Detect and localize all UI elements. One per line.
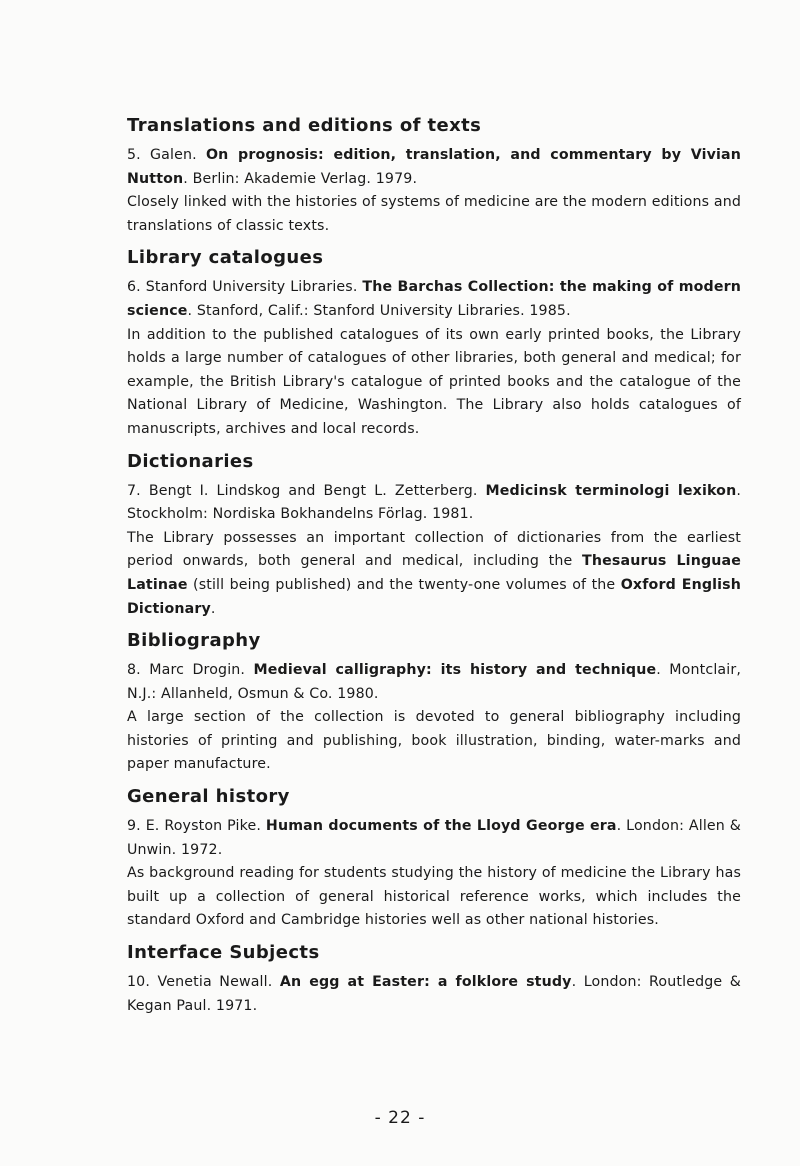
section-heading: Interface Subjects <box>127 942 320 964</box>
entry-title: Human documents of the Lloyd George era <box>265 818 617 835</box>
entry-author: 10. Venetia Newall. <box>127 974 280 991</box>
entry-title: The Barchas Collection: the making of modern science <box>127 279 742 319</box>
section-paragraph: In addition to the published catalogues of its own early printed books, the Library holds a large number of catalogues of other libraries, both general and medical; for example, the British Library's catalogue of printed books and the catalogue of the National Library of Medicine, Washington. The Library also holds catalogues of manuscripts, archives and local records. <box>127 326 741 437</box>
entry-author: 9. E. Royston Pike. <box>127 818 266 835</box>
cited-work: Thesaurus Linguae Latinae <box>127 553 741 593</box>
cited-work: Oxford English Dictionary <box>127 576 741 617</box>
bibliography-entry <box>127 144 741 191</box>
page-number: - 22 - <box>374 1108 426 1128</box>
entry-title: Medicinsk terminologi lexikon <box>485 482 737 499</box>
section-library-catalogues <box>127 246 741 441</box>
bibliography-entry <box>127 276 741 323</box>
entry-publication: . Stanford, Calif.: Stanford University Libraries. 1985. <box>187 302 571 319</box>
entry-publication: . Stockholm: Nordiska Bokhandelns Förlag. 1981. <box>127 482 741 523</box>
section-paragraph: As background reading for students studying the history of medicine the Library has built up a collection of general historical reference works, which includes the standard Oxford and Cambridge histories well as other national histories. <box>127 865 741 929</box>
section-dictionaries <box>127 450 741 622</box>
entry-author: 6. Stanford University Libraries. <box>127 279 363 296</box>
section-interface-subjects <box>127 941 741 1018</box>
entry-author: 5. Galen. <box>127 147 206 163</box>
paragraph-text: The Library possesses an important collection of dictionaries from the earliest period onwards, both general and medical, including the <box>127 529 741 570</box>
section-heading: Bibliography <box>127 630 261 652</box>
entry-publication: . Montclair, N.J.: Allanheld, Osmun & Co. 1980. <box>127 662 741 702</box>
bibliography-entry <box>127 480 741 527</box>
entry-publication: . London: Routledge & Kegan Paul. 1971. <box>127 974 741 1014</box>
bibliography-entry <box>127 659 741 706</box>
bibliography-entry <box>127 971 741 1018</box>
section-paragraph <box>127 527 741 621</box>
paragraph-text: . <box>210 600 216 617</box>
section-heading: General history <box>127 786 290 808</box>
section-bibliography <box>127 629 741 777</box>
section-paragraph: A large section of the collection is devoted to general bibliography including histories of printing and publishing, book illustration, binding, water-marks and paper manufacture. <box>127 709 741 773</box>
section-heading: Library catalogues <box>127 247 324 269</box>
entry-title: Medieval calligraphy: its history and technique <box>253 662 657 679</box>
bibliography-entry <box>127 815 741 862</box>
section-heading: Translations and editions of texts <box>127 115 482 136</box>
paragraph-text: (still being published) and the twenty-one volumes of the <box>187 576 621 593</box>
entry-title: An egg at Easter: a folklore study <box>279 974 572 991</box>
section-paragraph: Closely linked with the histories of systems of medicine are the modern editions and translations of classic texts. <box>127 194 741 234</box>
entry-author: 7. Bengt I. Lindskog and Bengt L. Zetterberg. <box>127 482 486 499</box>
section-translations <box>127 114 741 238</box>
page-content <box>127 114 741 1026</box>
entry-publication: . Berlin: Akademie Verlag. 1979. <box>183 170 418 187</box>
entry-author: 8. Marc Drogin. <box>127 662 254 679</box>
section-heading: Dictionaries <box>127 450 254 472</box>
entry-title: On prognosis: edition, translation, and commentary by Vivian Nutton <box>127 147 742 187</box>
entry-publication: . London: Allen & Unwin. 1972. <box>127 818 742 858</box>
section-general-history <box>127 785 741 933</box>
